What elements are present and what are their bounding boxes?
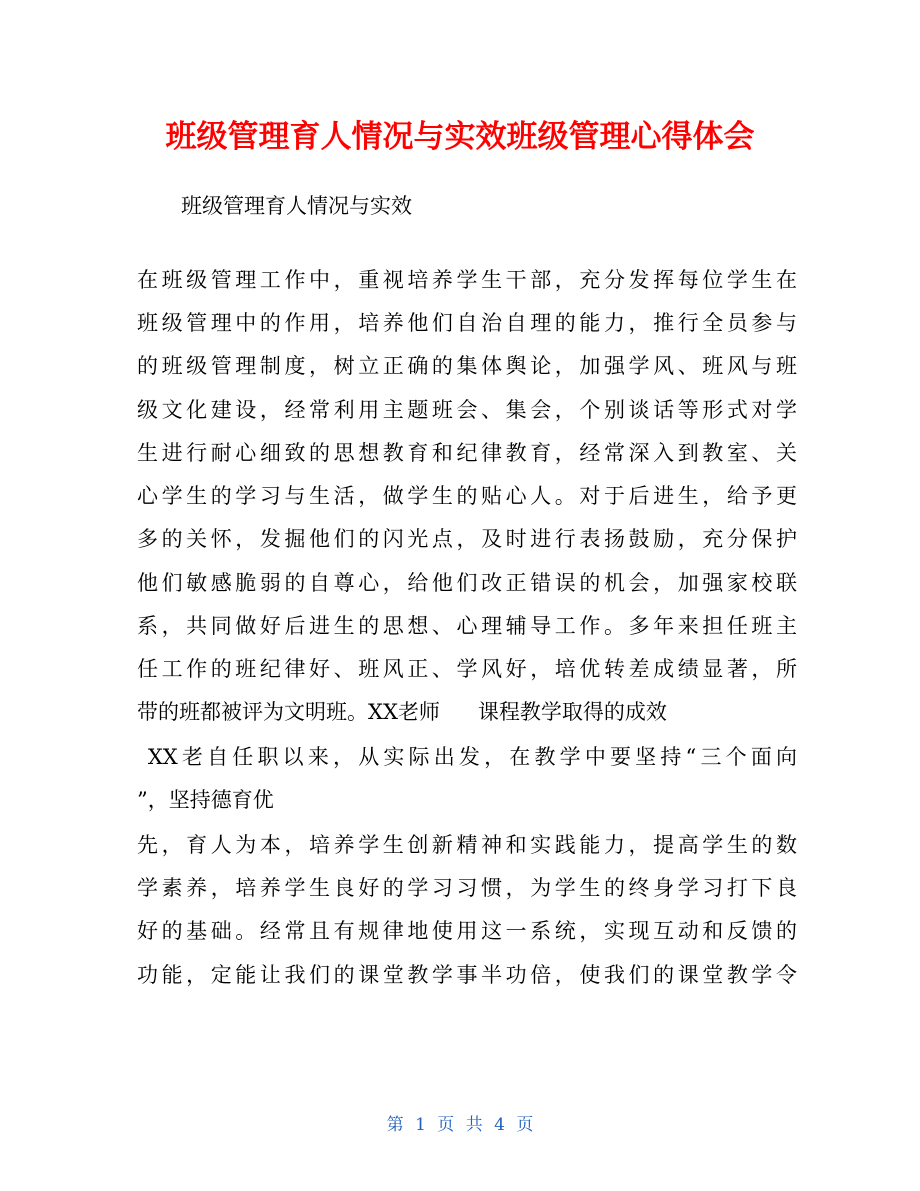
- text-line: 的班级管理制度，树立正确的集体舆论，加强学风、班风与班: [137, 354, 797, 378]
- text-segment: 课程教学取得的成效: [477, 700, 667, 724]
- footer-word: 页: [437, 1115, 455, 1135]
- text-line: 心学生的学习与生活，做学生的贴心人。对于后进生，给予更: [137, 484, 797, 508]
- current-page-number: 1: [415, 1115, 426, 1135]
- text-line: [137, 694, 797, 730]
- text-line: 学素养，培养学生良好的学习习惯，为学生的终身学习打下良: [137, 876, 797, 900]
- text-line: 在班级管理工作中，重视培养学生干部，充分发挥每位学生在: [137, 268, 797, 292]
- text-line: 先，育人为本，培养学生创新精神和实践能力，提高学生的数: [137, 833, 797, 857]
- text-line: 多的关怀，发掘他们的闪光点，及时进行表扬鼓励，充分保护: [137, 527, 797, 551]
- total-page-number: 4: [494, 1115, 505, 1135]
- text-line: 生进行耐心细致的思想教育和纪律教育，经常深入到教室、关: [137, 441, 797, 465]
- text-line: 班级管理中的作用，培养他们自治自理的能力，推行全员参与: [137, 311, 797, 335]
- text-line: 级文化建设，经常利用主题班会、集会，个别谈话等形式对学: [137, 398, 797, 422]
- text-line: XX老自任职以来，从实际出发，在教学中要坚持“三个面向: [137, 745, 797, 769]
- page-footer: [0, 1111, 920, 1139]
- text-segment: 带的班都被评为文明班。XX老师: [137, 700, 440, 724]
- text-line: 好的基础。经常且有规律地使用这一系统，实现互动和反馈的: [137, 919, 797, 943]
- document-title: 班级管理育人情况与实效班级管理心得体会: [165, 119, 755, 155]
- footer-word: 共: [465, 1115, 483, 1135]
- text-line: 系，共同做好后进生的思想、心理辅导工作。多年来担任班主: [137, 614, 797, 638]
- text-line: 他们敏感脆弱的自尊心，给他们改正错误的机会，加强家校联: [137, 571, 797, 595]
- text-line: 功能，定能让我们的课堂教学事半功倍，使我们的课堂教学令: [137, 963, 797, 987]
- section-heading: 班级管理育人情况与实效: [181, 194, 412, 218]
- footer-word: 第: [386, 1115, 404, 1135]
- text-line: 任工作的班纪律好、班风正、学风好，培优转差成绩显著，所: [137, 657, 797, 681]
- footer-word: 页: [516, 1115, 534, 1135]
- text-line: ”，坚持德育优: [137, 788, 274, 812]
